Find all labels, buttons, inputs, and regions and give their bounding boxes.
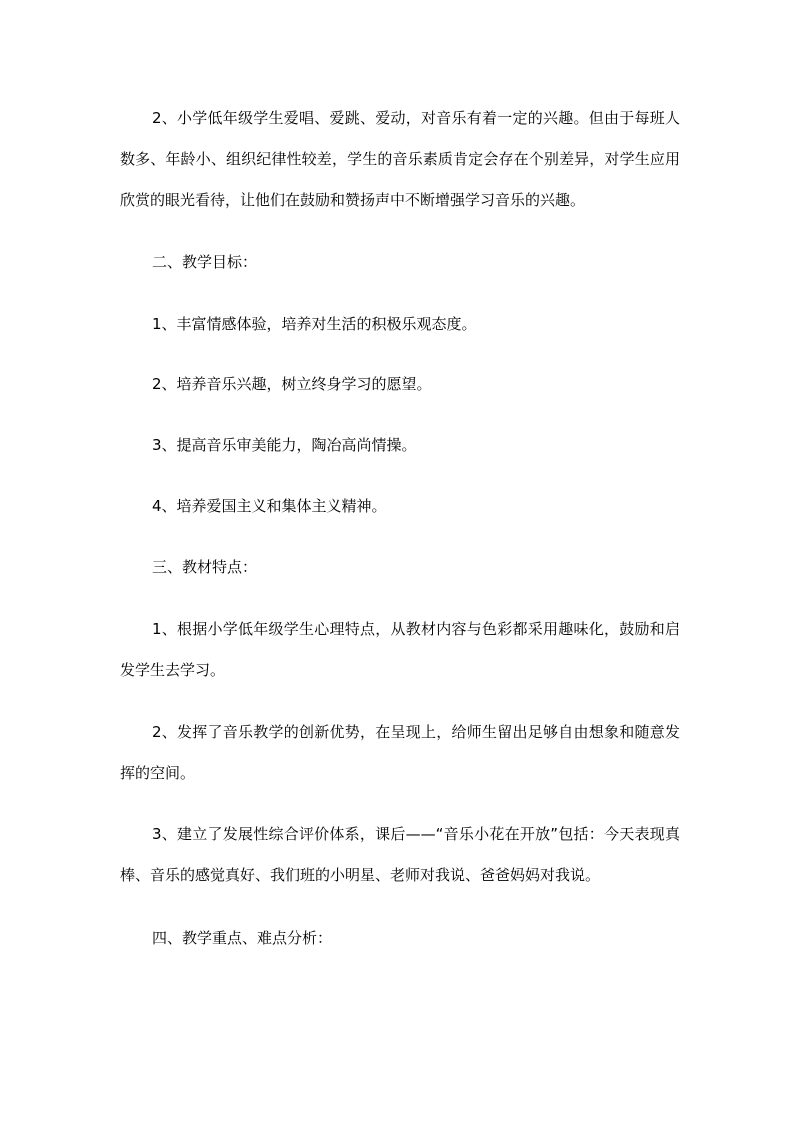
goal-item-4: 4、培养爱国主义和集体主义精神。 xyxy=(152,497,387,515)
feature-item-2: 2、发挥了音乐教学的创新优势，在呈现上，给师生留出足够自由想象和随意发挥的空间。 xyxy=(120,723,680,782)
goal-item-1: 1、丰富情感体验，培养对生活的积极乐观态度。 xyxy=(152,315,477,333)
heading-teaching-goals: 二、教学目标： xyxy=(152,253,258,271)
feature-item-1: 1、根据小学低年级学生心理特点，从教材内容与色彩都采用趣味化，鼓励和启发学生去学习。 xyxy=(120,620,680,679)
feature-item-3: 3、建立了发展性综合评价体系，课后——“音乐小花在开放”包括：今天表现真棒、音乐的感觉真好、我们班的小明星、老师对我说、爸爸妈妈对我说。 xyxy=(120,825,680,884)
goal-item-2: 2、培养音乐兴趣，树立终身学习的愿望。 xyxy=(152,375,432,393)
paragraph-student-interest: 2、小学低年级学生爱唱、爱跳、爱动，对音乐有着一定的兴趣。但由于每班人数多、年龄小、组织纪律性较差，学生的音乐素质肯定会存在个别差异，对学生应用欣赏的眼光看待，让他们在鼓励和赞扬声中不断增强学习音乐的兴趣。 xyxy=(120,109,680,209)
heading-key-difficult-points: 四、教学重点、难点分析： xyxy=(152,929,333,947)
heading-textbook-features: 三、教材特点： xyxy=(152,558,258,576)
goal-item-3: 3、提高音乐审美能力，陶冶高尚情操。 xyxy=(152,436,417,454)
